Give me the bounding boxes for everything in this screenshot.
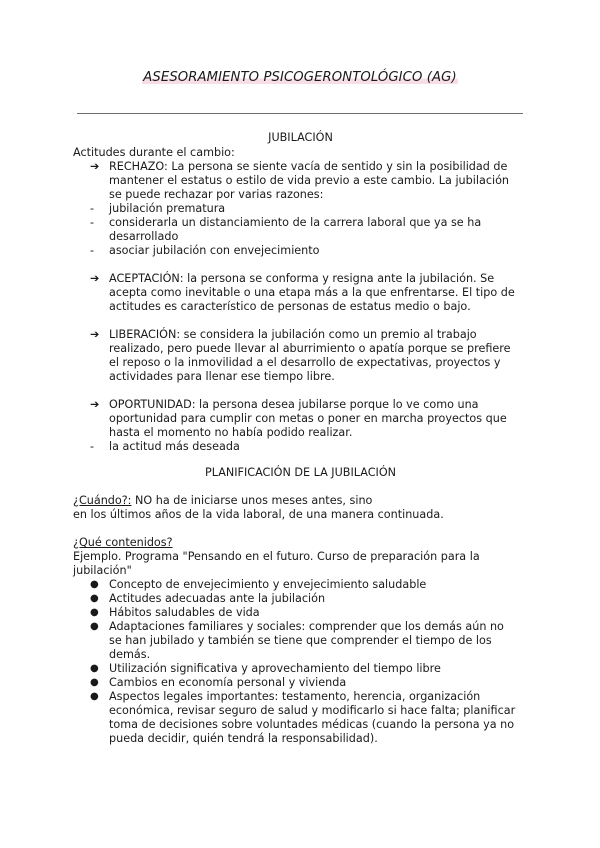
list-item-line: Aspectos legales importantes: testamento, herencia, organización	[109, 690, 481, 703]
section-heading-planificacion: PLANIFICACIÓN DE LA JUBILACIÓN	[204, 466, 397, 479]
list-item	[73, 592, 528, 606]
reason-line: desarrollado	[109, 230, 179, 243]
list-item-line: Concepto de envejecimiento y envejecimiento saludable	[109, 578, 427, 591]
attitude-aceptacion	[73, 272, 528, 314]
que-contenidos-label: ¿Qué contenidos?	[73, 536, 173, 549]
arrow-icon: ➔	[90, 160, 100, 173]
list-item-line: económica, revisar seguro de salud y modificarlo si hace falta; planificar	[109, 704, 516, 717]
cuando-line	[73, 494, 528, 508]
liberacion-line: LIBERACIÓN: se considera la jubilación como un premio al trabajo	[109, 328, 477, 341]
bullet-icon: ●	[90, 607, 99, 618]
list-item	[73, 578, 528, 592]
cuando-text: NO ha de iniciarse unos meses antes, sino	[131, 494, 373, 507]
dash-icon: -	[90, 216, 95, 229]
liberacion-line: el reposo o la inmovilidad a el desarrollo de expectativas, proyectos y	[109, 356, 501, 369]
dash-icon: -	[90, 440, 95, 453]
cuando-label: ¿Cuándo?:	[73, 494, 132, 507]
reason-line: asociar jubilación con envejecimiento	[109, 244, 320, 257]
reason-item	[73, 202, 528, 216]
oportunidad-line: oportunidad para cumplir con metas o poner en marcha proyectos que	[109, 412, 507, 425]
dash-icon: -	[90, 244, 95, 257]
list-item-line: Actitudes adecuadas ante la jubilación	[109, 592, 326, 605]
list-item	[73, 662, 528, 676]
bullet-icon: ●	[90, 677, 99, 688]
bullet-icon: ●	[90, 621, 99, 632]
reason-line: considerarla un distanciamiento de la carrera laboral que ya se ha	[109, 216, 482, 229]
list-item-line: demás.	[109, 648, 151, 661]
reason-line: jubilación prematura	[109, 202, 226, 215]
liberacion-line: realizado, pero puede llevar al aburrimiento o apatía porque se prefiere	[109, 342, 511, 355]
liberacion-line: actividades para llenar ese tiempo libre.	[109, 370, 335, 383]
rechazo-line: se puede rechazar por varias razones:	[109, 188, 324, 201]
attitude-liberacion	[73, 328, 528, 384]
list-item	[73, 620, 528, 662]
bullet-icon: ●	[90, 579, 99, 590]
aceptacion-line: acepta como inevitable o una etapa más a la que enfrentarse. El tipo de	[109, 286, 515, 299]
list-item-line: Adaptaciones familiares y sociales: comprender que los demás aún no	[109, 620, 504, 633]
ejemplo-line: Ejemplo. Programa "Pensando en el futuro. Curso de preparación para la	[73, 550, 480, 563]
oportunidad-note	[73, 440, 528, 454]
arrow-icon: ➔	[90, 398, 100, 411]
document-title	[0, 71, 600, 85]
bullet-icon: ●	[90, 691, 99, 702]
reason-item	[73, 244, 528, 258]
rechazo-line: mantener el estatus o estilo de vida previo a este cambio. La jubilación	[109, 174, 510, 187]
section-heading-jubilacion: JUBILACIÓN	[268, 131, 333, 144]
arrow-icon: ➔	[90, 272, 100, 285]
list-item-line: toma de decisiones sobre voluntades médicas (cuando la persona ya no	[109, 718, 515, 731]
list-item-line: Cambios en economía personal y vivienda	[109, 676, 347, 689]
list-item	[73, 606, 528, 620]
list-item	[73, 690, 528, 746]
bullet-icon: ●	[90, 593, 99, 604]
oportunidad-line: OPORTUNIDAD: la persona desea jubilarse porque lo ve como una	[109, 398, 479, 411]
ejemplo-line: jubilación"	[73, 564, 132, 577]
title-divider	[77, 113, 523, 114]
list-item-line: Hábitos saludables de vida	[109, 606, 260, 619]
intro-text: Actitudes durante el cambio:	[73, 146, 235, 159]
document-body	[73, 131, 528, 746]
document-title-text: ASESORAMIENTO PSICOGERONTOLÓGICO (AG)	[143, 70, 457, 85]
aceptacion-line: ACEPTACIÓN: la persona se conforma y resigna ante la jubilación. Se	[109, 272, 495, 285]
bullet-icon: ●	[90, 663, 99, 674]
reason-item	[73, 216, 528, 244]
arrow-icon: ➔	[90, 328, 100, 341]
dash-icon: -	[90, 202, 95, 215]
attitude-oportunidad	[73, 398, 528, 440]
oportunidad-line: hasta el momento no había podido realizar.	[109, 426, 353, 439]
list-item	[73, 676, 528, 690]
oportunidad-note-text: la actitud más deseada	[109, 440, 240, 453]
attitude-rechazo	[73, 160, 528, 202]
list-item-line: pueda decidir, quién tendrá la responsabilidad).	[109, 732, 378, 745]
aceptacion-line: actitudes es característico de personas de estatus medio o bajo.	[109, 300, 471, 313]
list-item-line: Utilización significativa y aprovechamiento del tiempo libre	[109, 662, 441, 675]
rechazo-line: RECHAZO: La persona se siente vacía de sentido y sin la posibilidad de	[109, 160, 508, 173]
list-item-line: se han jubilado y también se tiene que comprender el tiempo de los	[109, 634, 492, 647]
cuando-line-2: en los últimos años de la vida laboral, de una manera continuada.	[73, 508, 444, 521]
